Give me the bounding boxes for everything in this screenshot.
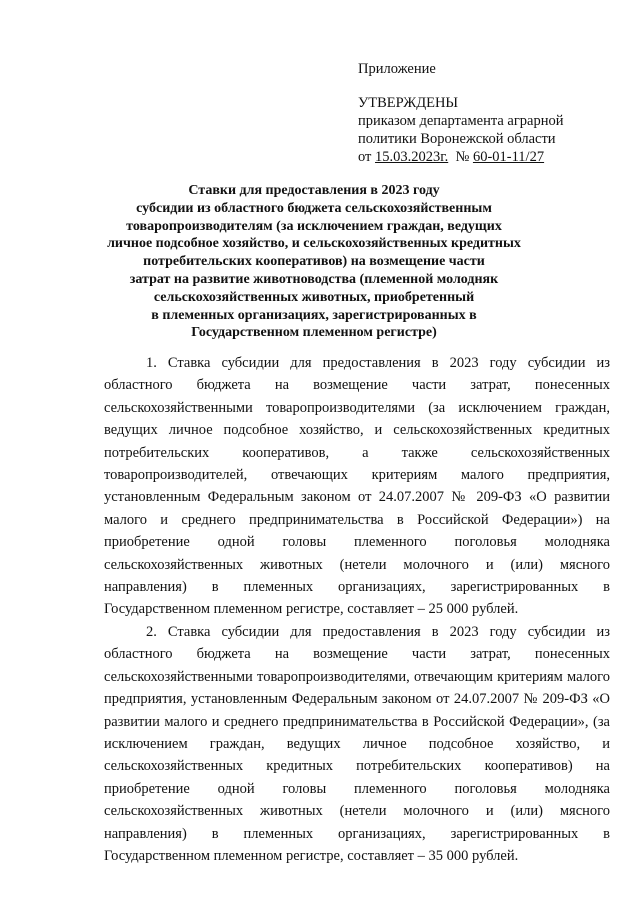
title-line: в племенных организациях, зарегистрированных в [151,307,477,323]
order-line-1: приказом департамента аграрной [358,113,564,129]
appendix-label: Приложение [358,61,436,77]
document-title [104,182,524,342]
title-line: Ставки для предоставления в 2023 году [188,183,440,198]
approved-label: УТВЕРЖДЕНЫ [358,95,459,111]
paragraph-1: 1. Ставка субсидии для предоставления в 2023 году субсидии из областного бюджета на возмещение части затрат, понесенных сельскохозяйственными товаропроизводителями (за исключением граждан, ведущих личное подсобное хозяйство, и сельскохозяйственных кредитных потребительских кооперативов, а также сельскохозяйственных товаропроизводителей, отвечающих критериям малого предприятия, установленным Федеральным законом от 24.07.2007 № 209-ФЗ «О развитии малого и среднего предпринимательства в Российской Федерации») на приобретение одной головы племенного поголовья молодняка сельскохозяйственных животных (нетели молочного и (или) мясного направления) в племенных организациях, зарегистрированных в Государственном племенном регистре, составляет – 25 000 рублей. [104,355,610,618]
title-line: Государственном племенном регистре) [191,325,437,341]
title-line: субсидии из областного бюджета сельскохозяйственным [136,200,492,216]
number-prefix: № [448,149,473,165]
title-line: товаропроизводителям (за исключением граждан, ведущих [126,218,502,234]
title-line: затрат на развитие животноводства (племенной молодняк [129,271,499,287]
order-line-2: политики Воронежской области [358,131,556,147]
order-date-line [358,148,608,166]
title-line: потребительских кооперативов) на возмещение части [143,254,485,270]
title-line: личное подсобное хозяйство, и сельскохозяйственных кредитных [107,236,521,252]
order-number: 60-01-11/27 [472,149,545,165]
appendix-block [358,60,608,166]
document-body [104,352,610,867]
date-prefix: от [358,149,376,165]
title-line: сельскохозяйственных животных, приобретенный [153,289,475,305]
order-date: 15.03.2023г. [375,149,449,165]
paragraph-2: 2. Ставка субсидии для предоставления в 2023 году субсидии из областного бюджета на возмещение части затрат, понесенных сельскохозяйственными товаропроизводителями, отвечающим критериям малого предприятия, установленным Федеральным законом от 24.07.2007 № 209-ФЗ «О развитии малого и среднего предпринимательства в Российской Федерации», (за исключением граждан, ведущих личное подсобное хозяйство, и сельскохозяйственных кредитных потребительских кооперативов) на приобретение одной головы племенного поголовья молодняка сельскохозяйственных животных (нетели молочного и (или) мясного направления) в племенных организациях, зарегистрированных в Государственном племенном регистре, составляет – 35 000 рублей. [104,623,610,864]
